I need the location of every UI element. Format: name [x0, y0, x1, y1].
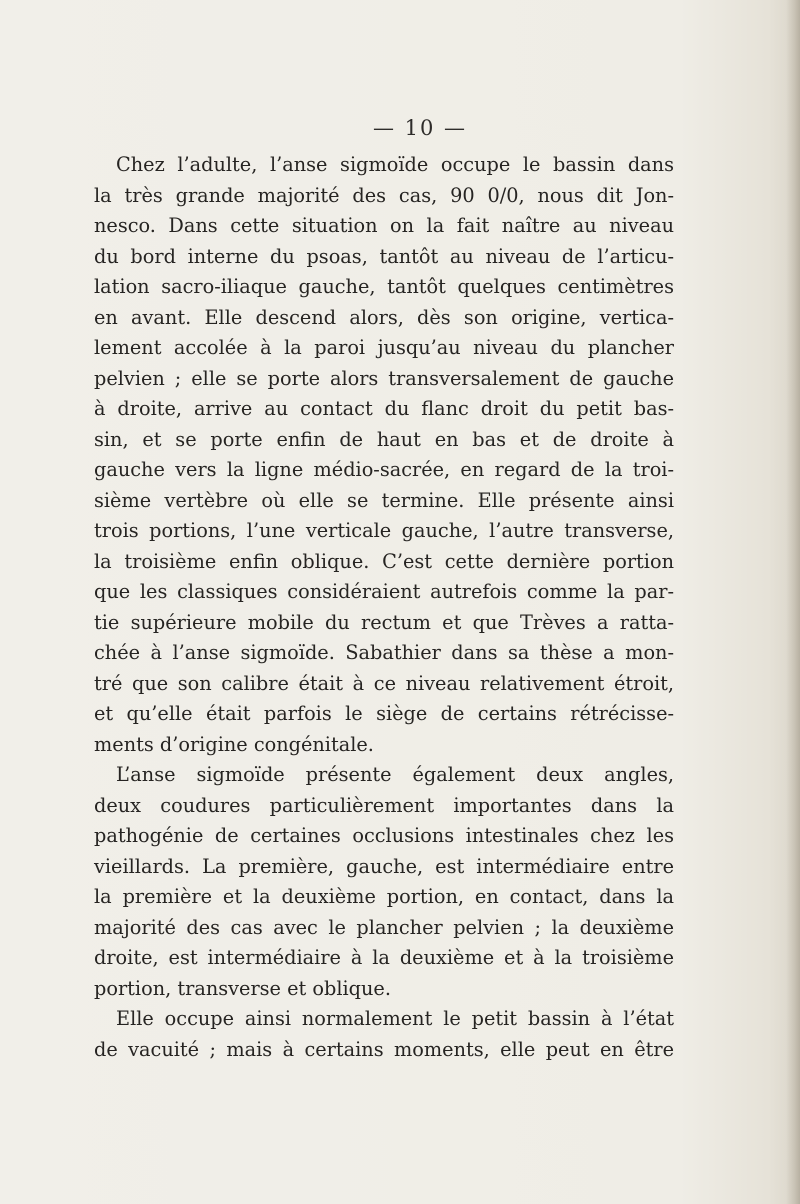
text-line: Chez l’adulte, l’anse sigmoïde occupe le bassin dans: [116, 153, 674, 176]
text-line: la troisième enfin oblique. C’est cette dernière portion: [94, 549, 674, 573]
page-number: — 10 —: [372, 116, 468, 140]
text-line: chée à l’anse sigmoïde. Sabathier dans sa thèse a mon-: [94, 641, 674, 664]
text-line: Elle occupe ainsi normalement le petit bassin à l’état: [116, 1007, 674, 1030]
text-line: gauche vers la ligne médio-sacrée, en regard de la troi-: [94, 458, 674, 481]
text-line: de vacuité ; mais à certains moments, elle peut en être: [94, 1037, 674, 1061]
text-line: sième vertèbre où elle se termine. Elle présente ainsi: [94, 488, 674, 512]
text-line: à droite, arrive au contact du flanc droit du petit bas-: [94, 397, 674, 420]
text-line: ments d’origine congénitale.: [94, 732, 374, 756]
text-line: tie supérieure mobile du rectum et que Trèves a ratta-: [94, 610, 674, 634]
text-line: vieillards. La première, gauche, est intermédiaire entre: [94, 854, 674, 878]
text-line: pathogénie de certaines occlusions intestinales chez les: [94, 824, 674, 847]
text-line: pelvien ; elle se porte alors transversalement de gauche: [94, 366, 674, 390]
text-line: portion, transverse et oblique.: [94, 976, 391, 1000]
text-line: droite, est intermédiaire à la deuxième et à la troisième: [94, 946, 674, 969]
body-text: [94, 150, 674, 1065]
text-line: trois portions, l’une verticale gauche, l’autre transverse,: [94, 519, 674, 542]
text-line: L’anse sigmoïde présente également deux angles,: [116, 763, 674, 786]
text-line: nesco. Dans cette situation on la fait naître au niveau: [94, 214, 674, 237]
text-line: lation sacro-iliaque gauche, tantôt quelques centimètres: [94, 275, 674, 298]
text-line: deux coudures particulièrement importantes dans la: [94, 793, 674, 817]
text-line: que les classiques considéraient autrefois comme la par-: [94, 580, 674, 603]
text-line: la très grande majorité des cas, 90 0/0, nous dit Jon-: [94, 183, 674, 207]
text-line: du bord interne du psoas, tantôt au niveau de l’articu-: [94, 244, 674, 268]
text-line: en avant. Elle descend alors, dès son origine, vertica-: [94, 305, 674, 329]
text-line: sin, et se porte enfin de haut en bas et de droite à: [94, 427, 674, 451]
text-line: majorité des cas avec le plancher pelvien ; la deuxième: [94, 915, 674, 939]
text-line: lement accolée à la paroi jusqu’au niveau du plancher: [94, 336, 674, 359]
text-line: la première et la deuxième portion, en contact, dans la: [94, 885, 674, 908]
text-line: et qu’elle était parfois le siège de certains rétrécisse-: [94, 702, 674, 725]
text-line: tré que son calibre était à ce niveau relativement étroit,: [94, 671, 674, 695]
page-edge-shadow: [786, 0, 800, 1204]
